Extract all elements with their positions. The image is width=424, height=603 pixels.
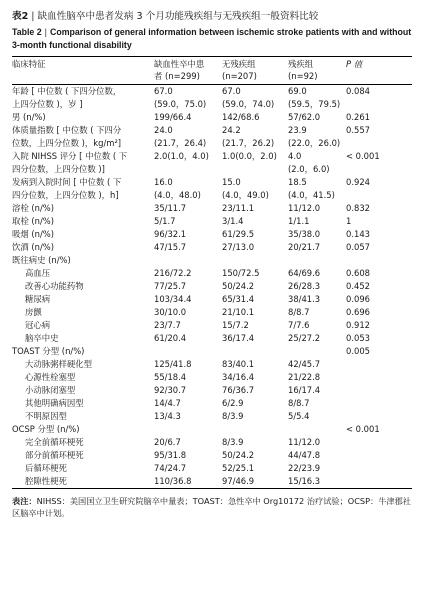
caption-zh-title: 缺血性脑卒中患者发病 3 个月功能残疾组与无残疾组一般资料比较 bbox=[37, 11, 319, 22]
cell-disability: (59.5，79.5) bbox=[288, 99, 341, 110]
cell-p-value: 1 bbox=[346, 216, 352, 227]
cell-no-disability: 24.2 bbox=[222, 125, 241, 136]
cell-p-value bbox=[346, 384, 412, 397]
table-row bbox=[12, 319, 412, 332]
table-row bbox=[12, 85, 412, 98]
table-row bbox=[12, 397, 412, 410]
cell-all-patients: (21.7，26.4) bbox=[154, 138, 207, 149]
cell-characteristic: 上四分位数 )，岁 ] bbox=[12, 99, 83, 110]
cell-disability: 8/8.7 bbox=[288, 306, 310, 317]
header-no-disability: 无残疾组 (n=207) bbox=[222, 57, 288, 85]
table-row bbox=[12, 371, 412, 384]
cell-disability: (4.0，41.5) bbox=[288, 190, 335, 201]
table-row bbox=[12, 228, 412, 241]
table-row bbox=[12, 410, 412, 423]
cell-p-value bbox=[346, 475, 412, 488]
cell-all-patients: 2.0(1.0，4.0) bbox=[154, 151, 209, 162]
cell-characteristic: 心源性栓塞型 bbox=[25, 371, 76, 382]
cell-disability: 22/23.9 bbox=[288, 462, 321, 473]
cell-no-disability: 27/13.0 bbox=[222, 242, 255, 252]
cell-all-patients: 67.0 bbox=[154, 86, 173, 97]
table-row bbox=[12, 345, 412, 358]
cell-disability: 23.9 bbox=[288, 125, 307, 136]
table-row bbox=[12, 358, 412, 371]
table-row bbox=[12, 462, 412, 475]
cell-all-patients: 103/34.4 bbox=[154, 293, 192, 304]
cell-all-patients: 23/7.7 bbox=[154, 319, 181, 330]
cell-no-disability: 15.0 bbox=[222, 177, 241, 188]
cell-characteristic: 房颤 bbox=[25, 306, 42, 317]
cell-no-disability: 76/36.7 bbox=[222, 384, 255, 395]
cell-all-patients bbox=[154, 345, 222, 358]
cell-characteristic: 发病到入院时间 [ 中位数 ( 下 bbox=[12, 177, 122, 188]
cell-p-value: 0.053 bbox=[346, 332, 370, 343]
cell-no-disability: 8/3.9 bbox=[222, 436, 244, 447]
table-body bbox=[12, 85, 412, 488]
cell-p-value bbox=[346, 462, 412, 475]
table-row bbox=[12, 293, 412, 306]
cell-p-value: < 0.001 bbox=[346, 423, 380, 434]
cell-all-patients: 61/20.4 bbox=[154, 332, 187, 343]
cell-p-value: 0.452 bbox=[346, 280, 370, 291]
cell-disability: 18.5 bbox=[288, 177, 307, 188]
table-row bbox=[12, 111, 412, 124]
cell-disability: 25/27.2 bbox=[288, 332, 321, 343]
cell-no-disability: 1.0(0.0，2.0) bbox=[222, 151, 277, 162]
cell-all-patients: 35/11.7 bbox=[154, 203, 187, 214]
cell-no-disability bbox=[222, 423, 288, 436]
cell-characteristic: 后循环梗死 bbox=[25, 462, 67, 473]
cell-p-value: 0.557 bbox=[346, 125, 370, 136]
table-row bbox=[12, 423, 412, 436]
cell-characteristic: 小动脉闭塞型 bbox=[25, 384, 76, 395]
cell-disability: 69.0 bbox=[288, 86, 307, 97]
table-row bbox=[12, 202, 412, 215]
cell-characteristic: 改善心功能药物 bbox=[25, 280, 84, 291]
cell-p-value: < 0.001 bbox=[346, 151, 380, 162]
cell-p-value bbox=[346, 371, 412, 384]
cell-all-patients: 5/1.7 bbox=[154, 216, 176, 227]
cell-disability: 42/45.7 bbox=[288, 358, 321, 369]
cell-all-patients: 199/66.4 bbox=[154, 112, 192, 123]
table-row bbox=[12, 267, 412, 280]
cell-no-disability: 23/11.1 bbox=[222, 203, 255, 214]
cell-characteristic: 高血压 bbox=[25, 267, 51, 278]
table-row bbox=[12, 98, 412, 111]
cell-p-value bbox=[346, 189, 412, 202]
cell-no-disability bbox=[222, 163, 288, 176]
header-p-value: P 值 bbox=[346, 57, 412, 85]
cell-p-value bbox=[346, 358, 412, 371]
cell-characteristic: 脑卒中史 bbox=[25, 332, 59, 343]
cell-disability: 4.0 bbox=[288, 151, 302, 162]
cell-disability: 38/41.3 bbox=[288, 293, 321, 304]
cell-no-disability: 52/25.1 bbox=[222, 462, 255, 473]
table-header-row bbox=[12, 57, 412, 85]
cell-disability: 15/16.3 bbox=[288, 475, 321, 486]
table-row bbox=[12, 241, 412, 254]
table-row bbox=[12, 176, 412, 189]
cell-all-patients: 20/6.7 bbox=[154, 436, 181, 447]
cell-characteristic: TOAST 分型 (n/%) bbox=[12, 345, 85, 356]
cell-disability: 11/12.0 bbox=[288, 436, 321, 447]
cell-disability: 20/21.7 bbox=[288, 242, 321, 252]
cell-disability: (2.0，6.0) bbox=[288, 164, 330, 175]
cell-p-value bbox=[346, 163, 412, 176]
cell-p-value: 0.696 bbox=[346, 306, 370, 317]
cell-no-disability: 150/72.5 bbox=[222, 267, 260, 278]
header-all-patients: 缺血性卒中患 者 (n=299) bbox=[154, 57, 222, 85]
cell-disability: 11/12.0 bbox=[288, 203, 321, 214]
cell-all-patients: 125/41.8 bbox=[154, 358, 192, 369]
cell-all-patients: 92/30.7 bbox=[154, 384, 187, 395]
caption-en-number: Table 2 bbox=[12, 27, 42, 37]
cell-no-disability: 8/3.9 bbox=[222, 410, 244, 421]
cell-no-disability: 67.0 bbox=[222, 86, 241, 97]
cell-disability: 26/28.3 bbox=[288, 280, 321, 291]
cell-disability: 35/38.0 bbox=[288, 229, 321, 240]
table-row bbox=[12, 449, 412, 462]
cell-no-disability: 61/29.5 bbox=[222, 229, 255, 240]
cell-all-patients: 47/15.7 bbox=[154, 242, 187, 252]
header-characteristic: 临床特征 bbox=[12, 57, 154, 85]
cell-disability: 64/69.6 bbox=[288, 267, 321, 278]
cell-no-disability: 50/24.2 bbox=[222, 280, 255, 291]
table-caption-zh: 表2 | 缺血性脑卒中患者发病 3 个月功能残疾组与无残疾组一般资料比较 bbox=[12, 11, 319, 22]
cell-p-value: 0.924 bbox=[346, 177, 370, 188]
cell-all-patients: 77/25.7 bbox=[154, 280, 187, 291]
cell-characteristic: 四分位数，上四分位数 )，h] bbox=[12, 190, 119, 201]
table-row bbox=[12, 137, 412, 150]
cell-disability bbox=[288, 423, 346, 436]
cell-no-disability: 6/2.9 bbox=[222, 397, 244, 408]
table-row bbox=[12, 475, 412, 488]
header-disability: 残疾组 (n=92) bbox=[288, 57, 346, 85]
cell-no-disability: 97/46.9 bbox=[222, 475, 255, 486]
cell-all-patients bbox=[154, 423, 222, 436]
cell-disability: 44/47.8 bbox=[288, 449, 321, 460]
cell-p-value bbox=[346, 436, 412, 449]
cell-disability bbox=[288, 254, 346, 267]
cell-no-disability: 15/7.2 bbox=[222, 319, 249, 330]
table-row bbox=[12, 215, 412, 228]
cell-no-disability: (4.0，49.0) bbox=[222, 190, 269, 201]
cell-all-patients: 16.0 bbox=[154, 177, 173, 188]
cell-p-value bbox=[346, 449, 412, 462]
cell-characteristic: OCSP 分型 (n/%) bbox=[12, 423, 80, 434]
cell-characteristic: 大动脉粥样硬化型 bbox=[25, 358, 92, 369]
cell-all-patients: 96/32.1 bbox=[154, 229, 187, 240]
table-row bbox=[12, 280, 412, 293]
cell-no-disability: 65/31.4 bbox=[222, 293, 255, 304]
cell-all-patients: 95/31.8 bbox=[154, 449, 187, 460]
cell-disability: 8/8.7 bbox=[288, 397, 310, 408]
cell-all-patients: 110/36.8 bbox=[154, 475, 192, 486]
cell-characteristic: 入院 NIHSS 评分 [ 中位数 ( 下 bbox=[12, 151, 128, 162]
cell-disability: 16/17.4 bbox=[288, 384, 321, 395]
cell-all-patients: 13/4.3 bbox=[154, 410, 181, 421]
cell-p-value: 0.057 bbox=[346, 242, 370, 252]
table-row bbox=[12, 332, 412, 345]
cell-characteristic: 溶栓 (n/%) bbox=[12, 203, 55, 214]
cell-p-value bbox=[346, 137, 412, 150]
cell-all-patients: 24.0 bbox=[154, 125, 173, 136]
cell-all-patients bbox=[154, 254, 222, 267]
cell-disability: 21/22.8 bbox=[288, 371, 321, 382]
table-row bbox=[12, 124, 412, 137]
cell-disability: 5/5.4 bbox=[288, 410, 310, 421]
cell-no-disability bbox=[222, 254, 288, 267]
cell-p-value: 0.912 bbox=[346, 319, 370, 330]
cell-characteristic: 不明原因型 bbox=[25, 410, 67, 421]
cell-characteristic: 既往病史 (n/%) bbox=[12, 254, 71, 265]
cell-characteristic: 四分位数，上四分位数 )] bbox=[12, 164, 105, 175]
data-table bbox=[12, 57, 412, 488]
cell-characteristic: 位数，上四分位数 )，kg/m²] bbox=[12, 138, 122, 149]
cell-characteristic: 年龄 [ 中位数 ( 下四分位数， bbox=[12, 86, 122, 97]
table-row bbox=[12, 150, 412, 163]
cell-p-value: 0.143 bbox=[346, 229, 370, 240]
footnote-text: NIHSS：美国国立卫生研究院脑卒中量表；TOAST：急性卒中 Org10172 治疗试验；OCSP：牛津郡社区脑卒中计划。 bbox=[12, 495, 411, 518]
cell-p-value: 0.832 bbox=[346, 203, 370, 214]
cell-all-patients: (59.0，75.0) bbox=[154, 99, 207, 110]
cell-characteristic: 完全前循环梗死 bbox=[25, 436, 84, 447]
cell-disability: (22.0，26.0) bbox=[288, 138, 341, 149]
cell-all-patients bbox=[154, 163, 222, 176]
table-caption-en: Table 2 | Comparison of general information between ischemic stroke patients with and without 3-month functional disability bbox=[12, 27, 412, 50]
cell-no-disability: 36/17.4 bbox=[222, 332, 255, 343]
table-row bbox=[12, 254, 412, 267]
caption-zh-number: 表2 bbox=[12, 11, 29, 22]
table-footnote bbox=[12, 495, 412, 519]
cell-all-patients: 30/10.0 bbox=[154, 306, 187, 317]
cell-no-disability: 142/68.6 bbox=[222, 112, 260, 123]
cell-p-value: 0.005 bbox=[346, 345, 370, 356]
cell-p-value: 0.608 bbox=[346, 267, 370, 278]
cell-no-disability: 3/1.4 bbox=[222, 216, 244, 227]
cell-characteristic: 吸烟 (n/%) bbox=[12, 229, 55, 240]
table-row bbox=[12, 306, 412, 319]
cell-p-value bbox=[346, 254, 412, 267]
cell-characteristic: 部分前循环梗死 bbox=[25, 449, 84, 460]
cell-all-patients: 14/4.7 bbox=[154, 397, 181, 408]
cell-characteristic: 冠心病 bbox=[25, 319, 51, 330]
cell-characteristic: 体质量指数 [ 中位数 ( 下四分 bbox=[12, 125, 122, 136]
table-row bbox=[12, 163, 412, 176]
cell-characteristic: 饮酒 (n/%) bbox=[12, 242, 55, 252]
footnote-label: 表注： bbox=[12, 495, 37, 506]
cell-all-patients: 74/24.7 bbox=[154, 462, 187, 473]
cell-disability: 1/1.1 bbox=[288, 216, 310, 227]
cell-all-patients: 55/18.4 bbox=[154, 371, 187, 382]
cell-disability: 7/7.6 bbox=[288, 319, 310, 330]
cell-characteristic: 其他明确病因型 bbox=[25, 397, 84, 408]
cell-no-disability: 83/40.1 bbox=[222, 358, 255, 369]
cell-p-value: 0.096 bbox=[346, 293, 370, 304]
cell-p-value bbox=[346, 397, 412, 410]
cell-p-value bbox=[346, 410, 412, 423]
cell-p-value bbox=[346, 98, 412, 111]
cell-no-disability: (21.7，26.2) bbox=[222, 138, 275, 149]
table-row bbox=[12, 384, 412, 397]
cell-no-disability: 21/10.1 bbox=[222, 306, 255, 317]
cell-disability: 57/62.0 bbox=[288, 112, 321, 123]
table-bottom-rule bbox=[12, 488, 412, 489]
cell-characteristic: 腔隙性梗死 bbox=[25, 475, 67, 486]
cell-no-disability: 34/16.4 bbox=[222, 371, 255, 382]
cell-all-patients: 216/72.2 bbox=[154, 267, 192, 278]
cell-characteristic: 糖尿病 bbox=[25, 293, 51, 304]
cell-characteristic: 取栓 (n/%) bbox=[12, 216, 55, 227]
caption-en-title: Comparison of general information between ischemic stroke patients with and without 3-month functional disability bbox=[12, 27, 412, 50]
table-row bbox=[12, 436, 412, 449]
cell-no-disability bbox=[222, 345, 288, 358]
cell-disability bbox=[288, 345, 346, 358]
cell-p-value: 0.261 bbox=[346, 112, 370, 123]
cell-no-disability: 50/24.2 bbox=[222, 449, 255, 460]
cell-p-value: 0.084 bbox=[346, 86, 370, 97]
cell-characteristic: 男 (n/%) bbox=[12, 112, 46, 123]
cell-no-disability: (59.0，74.0) bbox=[222, 99, 275, 110]
cell-all-patients: (4.0，48.0) bbox=[154, 190, 201, 201]
table-row bbox=[12, 189, 412, 202]
